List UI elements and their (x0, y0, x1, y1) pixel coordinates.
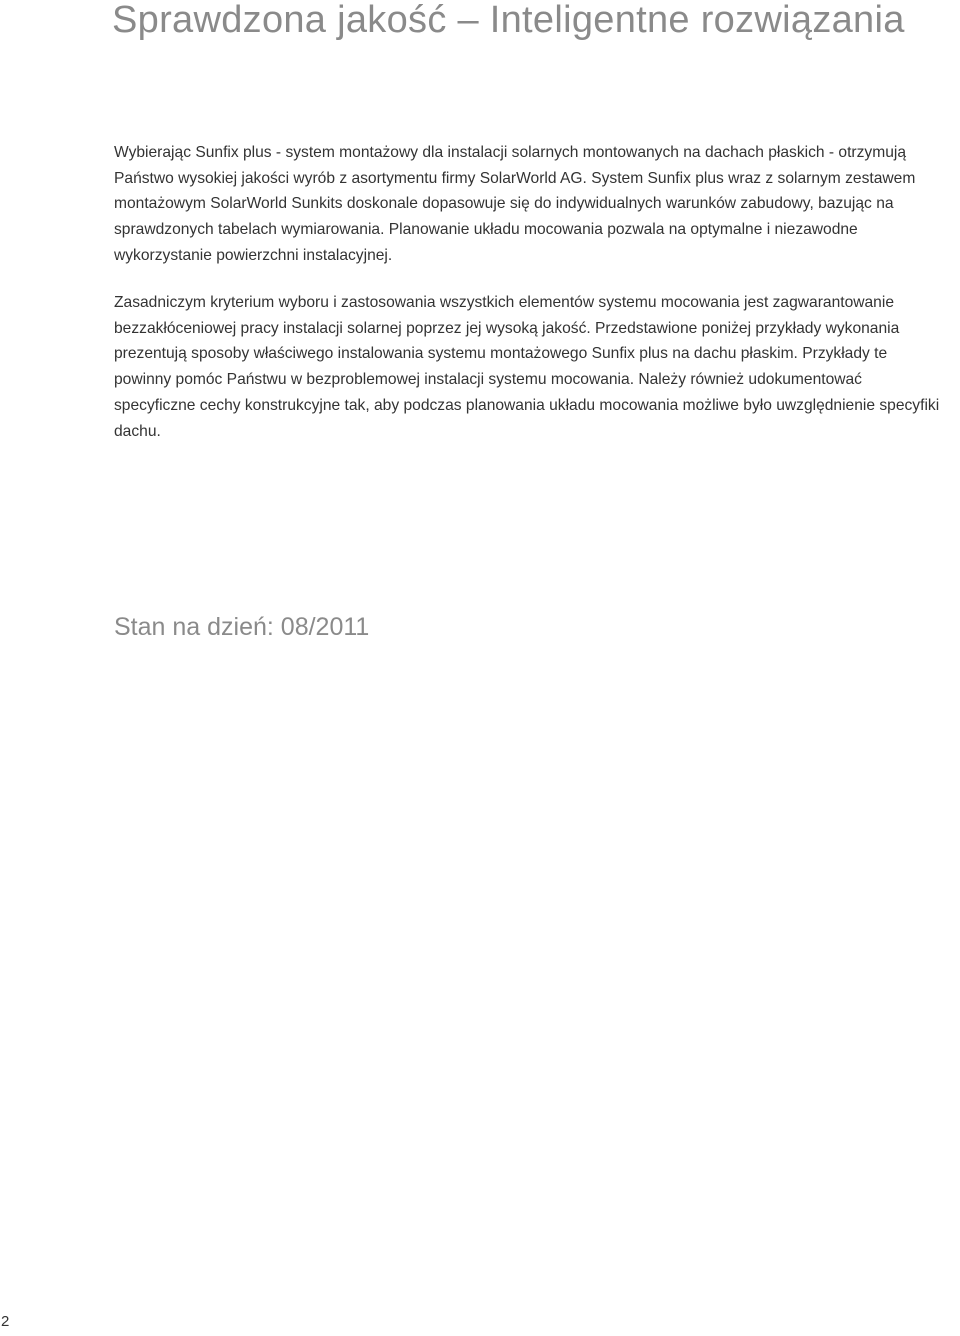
page-title: Sprawdzona jakość – Inteligentne rozwiązania (112, 0, 905, 41)
criteria-paragraph: Zasadniczym kryterium wyboru i zastosowania wszystkich elementów systemu mocowania jest zagwarantowanie bezzakłóceniowej pracy instalacji solarnej poprzez jej wysoką jakość. Przedstawione poniżej przykłady wykonania prezentują sposoby właściwego instalowania systemu montażowego Sunfix plus na dachu płaskim. Przykłady te powinny pomóc Państwu w bezproblemowej instalacji systemu mocowania. Należy również udokumentować specyficzne cechy konstrukcyjne tak, aby podczas planowania układu mocowania możliwe było uwzględnienie specyfiki dachu. (114, 294, 940, 440)
page-number: 2 (1, 1313, 10, 1330)
intro-paragraph: Wybierając Sunfix plus - system montażowy dla instalacji solarnych montowanych na dachach płaskich - otrzymują Państwo wysokiej jakości wyrób z asortymentu firmy SolarWorld AG. System Sunfix plus wraz z solarnym zestawem montażowym SolarWorld Sunkits doskonale dopasowuje się do indywidualnych warunków zabudowy, bazując na sprawdzonych tabelach wymiarowania. Planowanie układu mocowania pozwala na optymalne i niezawodne wykorzystanie powierzchni instalacyjnej. (114, 144, 916, 264)
status-date: Stan na dzień: 08/2011 (114, 613, 370, 641)
